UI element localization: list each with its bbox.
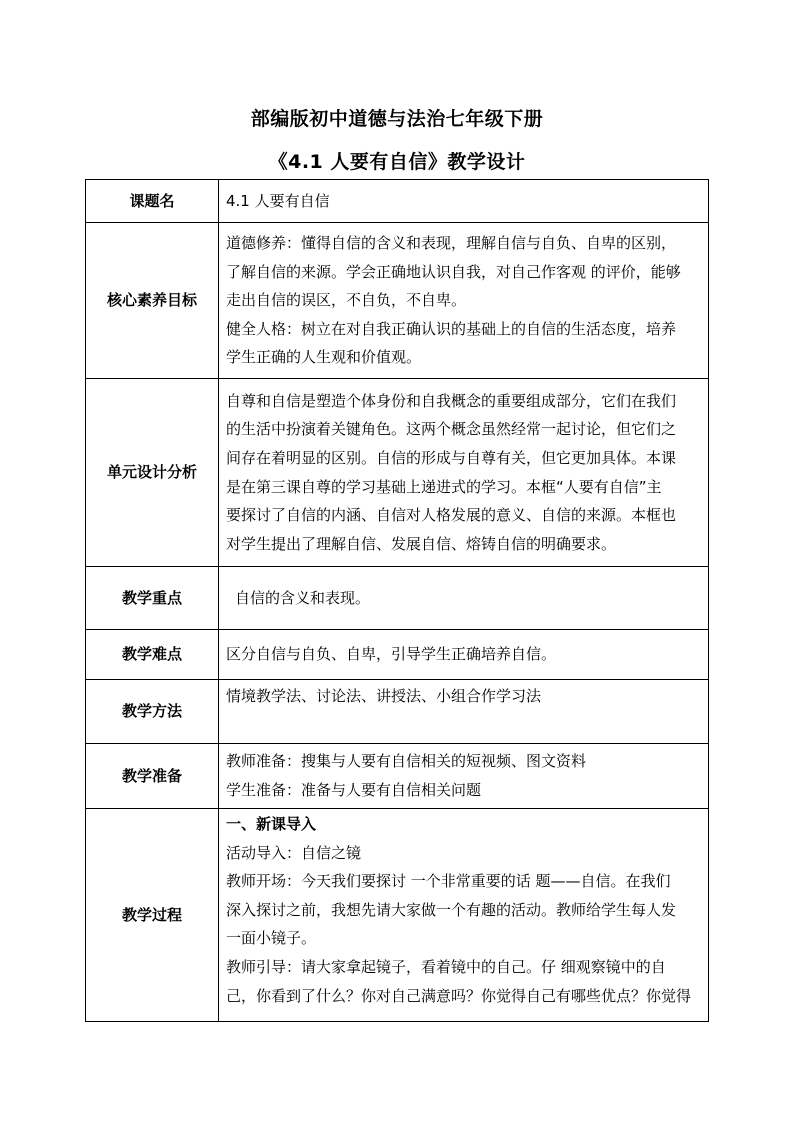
method-label: 教学方法 xyxy=(86,680,219,744)
row-key-point xyxy=(86,567,709,630)
goals-line: 道德修养：懂得自信的含义和表现，理解自信与自负、自卑的区别， xyxy=(226,234,677,253)
process-line: 一面小镜子。 xyxy=(226,929,317,948)
row-goals xyxy=(86,223,709,379)
key-point-text: 自信的含义和表现。 xyxy=(235,588,371,607)
process-line: 教师开场：今天我们要探讨 一个非常重要的话 题——自信。在我们 xyxy=(226,872,671,891)
goals-line: 学生正确的人生观和价值观。 xyxy=(226,348,422,367)
lesson-plan-table xyxy=(85,179,709,1022)
process-line: 教师引导：请大家拿起镜子，看着镜中的自己。仔 细观察镜中的自 xyxy=(226,957,666,976)
process-line: 活动导入：自信之镜 xyxy=(226,843,362,862)
goals-line: 健全人格：树立在对自我正确认识的基础上的自信的生活态度，培养 xyxy=(226,319,677,338)
document-subtitle: 《4.1 人要有自信》教学设计 xyxy=(268,151,526,173)
row-preparation xyxy=(86,744,709,809)
process-section-title: 一、新课导入 xyxy=(226,815,317,833)
difficulty-value: 区分自信与自负、自卑，引导学生正确培养自信。 xyxy=(219,630,709,680)
goals-line: 了解自信的来源。学会正确地认识自我，对自己作客观 的评价，能够 xyxy=(226,262,681,281)
goals-line: 走出自信的误区，不自负，不自卑。 xyxy=(226,291,467,310)
row-process xyxy=(86,809,709,1022)
key-point-value xyxy=(219,567,709,630)
analysis-line: 是在第三课自尊的学习基础上递进式的学习。本框“人要有自信”主 xyxy=(226,477,662,496)
analysis-content xyxy=(219,379,709,567)
analysis-line: 对学生提出了理解自信、发展自信、熔铸自信的明确要求。 xyxy=(226,534,617,553)
row-method xyxy=(86,680,709,744)
process-label: 教学过程 xyxy=(86,809,219,1022)
analysis-label: 单元设计分析 xyxy=(86,379,219,567)
process-line: 深入探讨之前，我想先请大家做一个有趣的活动。教师给学生每人发 xyxy=(226,900,677,919)
topic-value: 4.1 人要有自信 xyxy=(219,180,709,223)
row-topic xyxy=(86,180,709,223)
goals-label: 核心素养目标 xyxy=(86,223,219,379)
preparation-label: 教学准备 xyxy=(86,744,219,809)
preparation-line: 教师准备：搜集与人要有自信相关的短视频、图文资料 xyxy=(226,752,587,771)
preparation-content xyxy=(219,744,709,809)
key-point-label: 教学重点 xyxy=(86,567,219,630)
topic-label: 课题名 xyxy=(86,180,219,223)
difficulty-label: 教学难点 xyxy=(86,630,219,680)
process-line: 己，你看到了什么？你对自己满意吗？你觉得自己有哪些优点？你觉得 xyxy=(226,986,692,1005)
row-analysis xyxy=(86,379,709,567)
document-title: 部编版初中道德与法治七年级下册 xyxy=(250,108,544,130)
method-value: 情境教学法、讨论法、讲授法、小组合作学习法 xyxy=(219,680,709,744)
goals-content xyxy=(219,223,709,379)
analysis-line: 的生活中扮演着关键角色。这两个概念虽然经常一起讨论，但它们之 xyxy=(226,420,677,439)
preparation-line: 学生准备：准备与人要有自信相关问题 xyxy=(226,781,482,799)
analysis-line: 间存在着明显的区别。自信的形成与自尊有关，但它更加具体。本课 xyxy=(226,448,677,467)
analysis-line: 要探讨了自信的内涵、自信对人格发展的意义、自信的来源。本框也 xyxy=(226,506,677,525)
process-content xyxy=(219,809,709,1022)
analysis-line: 自尊和自信是塑造个体身份和自我概念的重要组成部分，它们在我们 xyxy=(226,391,677,410)
row-difficulty xyxy=(86,630,709,680)
